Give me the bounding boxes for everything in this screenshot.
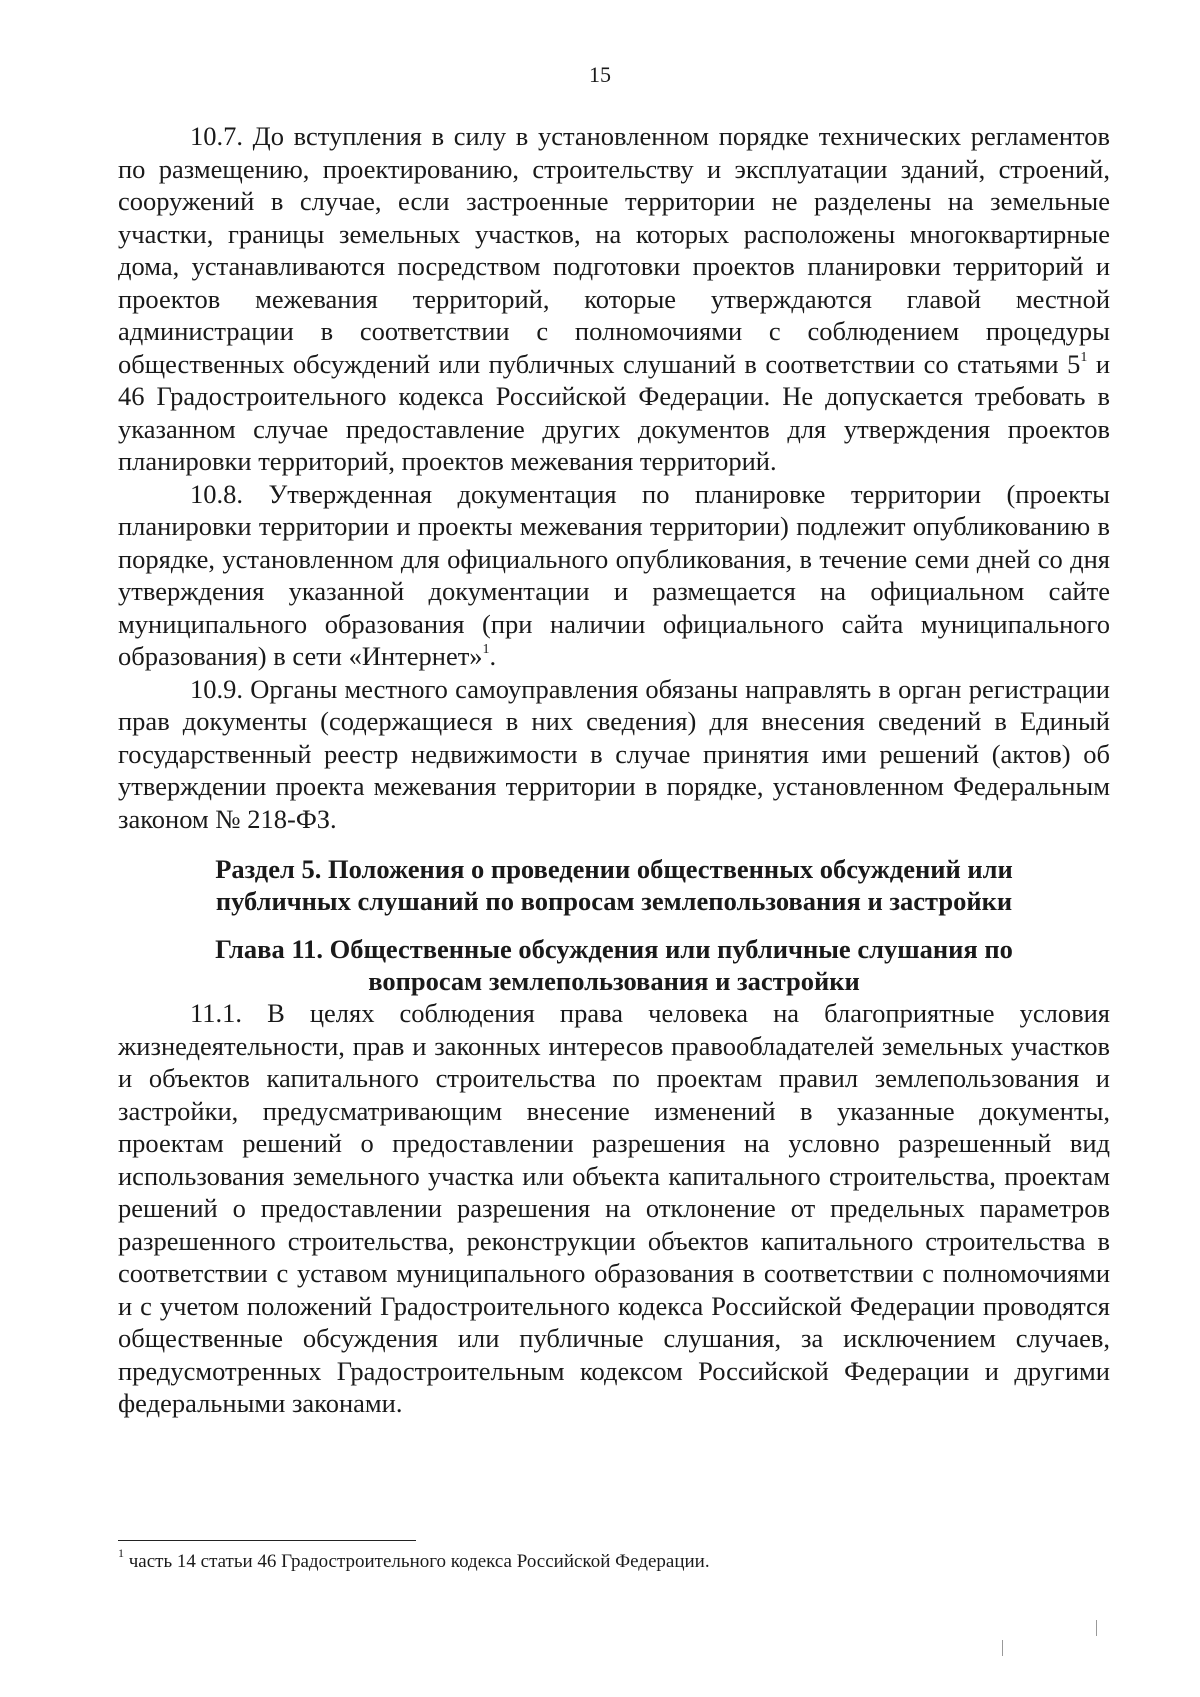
- chapter-title: [118, 933, 1110, 997]
- section-title: [118, 853, 1110, 917]
- footnote-divider: [118, 1540, 416, 1541]
- section-title-line-1: Раздел 5. Положения о проведении общественных обсуждений или: [215, 854, 1013, 884]
- document-body: [118, 120, 1110, 1420]
- footnote: [118, 1545, 1098, 1574]
- scan-mark: [1002, 1640, 1003, 1656]
- paragraph-10-7-text-b: и 46 Градостроительного кодекса Российской Федерации. Не допускается требовать в указанном случае предоставление других документов для утверждения проектов планировки территорий, проектов межевания территорий.: [118, 348, 1111, 476]
- paragraph-10-7-text-a: 10.7. До вступления в силу в установленном порядке технических регламентов по размещению, проектированию, строительству и эксплуатации зданий, строений, сооружений в случае, если застроенные территории не разделены на земельные участки, границы земельных участков, на которых расположены многоквартирные дома, устанавливаются посредством подготовки проектов планировки территорий и проектов межевания территорий, которые утверждаются главой местной администрации в соответствии с полномочиями с соблюдением процедуры общественных обсуждений или публичных слушаний в соответствии со статьями 5: [118, 121, 1110, 379]
- superscript-1: 1: [1080, 349, 1088, 365]
- paragraph-10-8: [118, 478, 1110, 673]
- footnote-marker: 1: [118, 1545, 124, 1560]
- footnote-reference: 1: [482, 642, 490, 658]
- paragraph-10-8-text-b: .: [489, 641, 497, 671]
- chapter-title-line-1: Глава 11. Общественные обсуждения или публичные слушания по: [215, 934, 1013, 964]
- scan-mark: [1096, 1620, 1097, 1636]
- paragraph-10-8-text-a: 10.8. Утвержденная документация по планировке территории (проекты планировки территории и проекты межевания территории) подлежит опубликованию в порядке, установленном для официального опубликования, в течение семи дней со дня утверждения указанной документации и размещается на официальном сайте муниципального образования (при наличии официального сайта муниципального образования) в сети «Интернет»: [118, 478, 1110, 671]
- footnote-text: часть 14 статьи 46 Градостроительного кодекса Российской Федерации.: [124, 1551, 710, 1572]
- paragraph-11-1: 11.1. В целях соблюдения права человека на благоприятные условия жизнедеятельности, прав и законных интересов правообладателей земельных участков и объектов капитального строительства по проектам правил землепользования и застройки, предусматривающим внесение изменений в указанные документы, проектам решений о предоставлении разрешения на условно разрешенный вид использования земельного участка или объекта капитального строительства, проектам решений о предоставлении разрешения на отклонение от предельных параметров разрешенного строительства, реконструкции объектов капитального строительства в соответствии с уставом муниципального образования в соответствии с полномочиями и с учетом положений Градостроительного кодекса Российской Федерации проводятся общественные обсуждения или публичные слушания, за исключением случаев, предусмотренных Градостроительным кодексом Российской Федерации и другими федеральными законами.: [118, 998, 1110, 1418]
- paragraph-10-7: [118, 120, 1110, 478]
- chapter-title-line-2: вопросам землепользования и застройки: [368, 966, 860, 996]
- page-number: 15: [589, 62, 611, 87]
- paragraph-10-9: 10.9. Органы местного самоуправления обязаны направлять в орган регистрации прав документы (содержащиеся в них сведения) для внесения сведений в Единый государственный реестр недвижимости в случае принятия ими решений (актов) об утверждении проекта межевания территории в порядке, установленном Федеральным законом № 218-ФЗ.: [118, 673, 1110, 834]
- section-title-line-2: публичных слушаний по вопросам землепользования и застройки: [215, 886, 1013, 916]
